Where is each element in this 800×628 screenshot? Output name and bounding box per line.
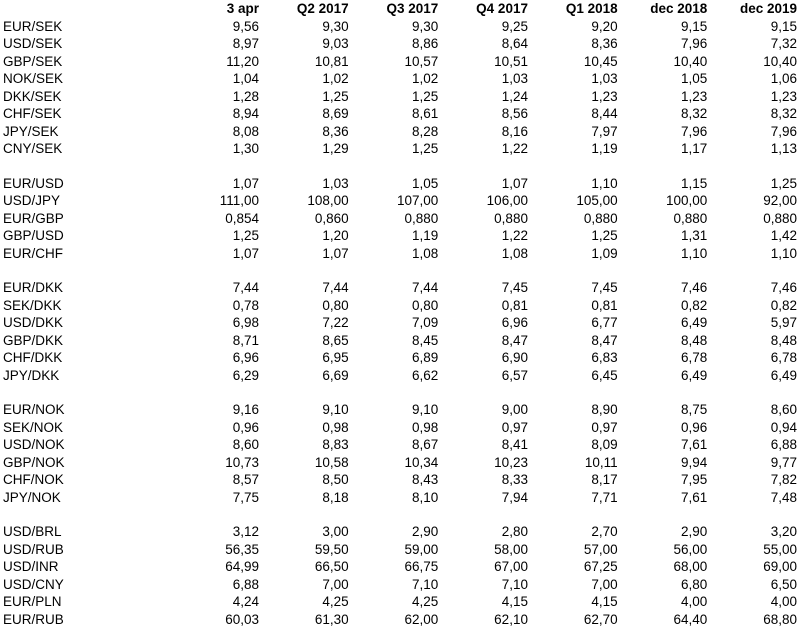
currency-pair-label: SEK/NOK xyxy=(0,419,158,437)
rate-cell: 100,00 xyxy=(621,192,711,210)
table-row xyxy=(0,175,800,193)
rate-cell: 57,00 xyxy=(531,541,621,559)
rate-cell: 0,96 xyxy=(621,419,711,437)
table-row xyxy=(0,436,800,454)
rate-cell: 8,36 xyxy=(262,123,352,141)
rate-cell: 9,15 xyxy=(710,18,800,36)
rate-cell: 9,16 xyxy=(158,401,262,419)
currency-pair-label: GBP/DKK xyxy=(0,332,158,350)
rate-cell: 4,15 xyxy=(441,593,531,611)
table-row xyxy=(0,279,800,297)
rate-cell: 1,28 xyxy=(158,88,262,106)
rate-cell: 56,00 xyxy=(621,541,711,559)
rate-cell: 7,46 xyxy=(710,279,800,297)
currency-pair-label: EUR/USD xyxy=(0,175,158,193)
table-row xyxy=(0,18,800,36)
table-row xyxy=(0,140,800,158)
rate-cell: 6,89 xyxy=(352,349,442,367)
rate-cell: 0,81 xyxy=(531,297,621,315)
table-row xyxy=(0,297,800,315)
rate-cell: 1,08 xyxy=(441,245,531,263)
rate-cell: 7,00 xyxy=(531,576,621,594)
rate-cell: 9,56 xyxy=(158,18,262,36)
rate-cell: 1,02 xyxy=(352,70,442,88)
rate-cell: 68,80 xyxy=(710,611,800,628)
rate-cell: 6,83 xyxy=(531,349,621,367)
rate-cell: 10,58 xyxy=(262,454,352,472)
table-row xyxy=(0,105,800,123)
rate-cell: 1,08 xyxy=(352,245,442,263)
rate-cell: 9,25 xyxy=(441,18,531,36)
table-row xyxy=(0,611,800,628)
rate-cell: 8,50 xyxy=(262,471,352,489)
rate-cell: 1,19 xyxy=(531,140,621,158)
rate-cell: 4,00 xyxy=(621,593,711,611)
table-row xyxy=(0,558,800,576)
rate-cell: 1,17 xyxy=(621,140,711,158)
rate-cell: 0,97 xyxy=(531,419,621,437)
rate-cell: 8,61 xyxy=(352,105,442,123)
rate-cell: 3,12 xyxy=(158,523,262,541)
rate-cell: 10,40 xyxy=(621,53,711,71)
rate-cell: 1,24 xyxy=(441,88,531,106)
rate-cell: 1,22 xyxy=(441,227,531,245)
rate-cell: 1,23 xyxy=(621,88,711,106)
rate-cell: 2,90 xyxy=(352,523,442,541)
rate-cell: 8,69 xyxy=(262,105,352,123)
rate-cell: 9,15 xyxy=(621,18,711,36)
rate-cell: 1,25 xyxy=(158,227,262,245)
rate-cell: 1,22 xyxy=(441,140,531,158)
rate-cell: 8,75 xyxy=(621,401,711,419)
table-row xyxy=(0,489,800,507)
currency-pair-label: NOK/SEK xyxy=(0,70,158,88)
rate-cell: 64,99 xyxy=(158,558,262,576)
rate-cell: 6,96 xyxy=(158,349,262,367)
rate-cell: 8,67 xyxy=(352,436,442,454)
table-row xyxy=(0,332,800,350)
rate-cell: 2,80 xyxy=(441,523,531,541)
table-row xyxy=(0,454,800,472)
rate-cell: 1,31 xyxy=(621,227,711,245)
rate-cell: 1,15 xyxy=(621,175,711,193)
rate-cell: 0,880 xyxy=(352,210,442,228)
group-spacer xyxy=(0,506,800,523)
group-spacer xyxy=(0,262,800,279)
rate-cell: 10,51 xyxy=(441,53,531,71)
rate-cell: 1,04 xyxy=(158,70,262,88)
header-cell-q2-2017: Q2 2017 xyxy=(262,0,352,18)
currency-pair-label: EUR/NOK xyxy=(0,401,158,419)
table-row xyxy=(0,227,800,245)
currency-pair-label: CNY/SEK xyxy=(0,140,158,158)
rate-cell: 6,62 xyxy=(352,367,442,385)
currency-pair-label: DKK/SEK xyxy=(0,88,158,106)
rate-cell: 1,25 xyxy=(531,227,621,245)
rate-cell: 69,00 xyxy=(710,558,800,576)
rate-cell: 8,71 xyxy=(158,332,262,350)
rate-cell: 6,50 xyxy=(710,576,800,594)
rate-cell: 6,80 xyxy=(621,576,711,594)
rate-cell: 1,42 xyxy=(710,227,800,245)
rate-cell: 6,45 xyxy=(531,367,621,385)
rate-cell: 7,82 xyxy=(710,471,800,489)
rate-cell: 1,05 xyxy=(352,175,442,193)
rate-cell: 0,80 xyxy=(352,297,442,315)
rate-cell: 10,45 xyxy=(531,53,621,71)
rate-cell: 7,10 xyxy=(441,576,531,594)
group-spacer xyxy=(0,384,800,401)
rate-cell: 10,81 xyxy=(262,53,352,71)
rate-cell: 6,49 xyxy=(710,367,800,385)
rate-cell: 9,10 xyxy=(352,401,442,419)
rate-cell: 1,25 xyxy=(710,175,800,193)
currency-pair-label: JPY/DKK xyxy=(0,367,158,385)
currency-pair-label: CHF/DKK xyxy=(0,349,158,367)
rate-cell: 1,25 xyxy=(262,88,352,106)
rate-cell: 7,09 xyxy=(352,314,442,332)
currency-pair-label: EUR/CHF xyxy=(0,245,158,263)
rate-cell: 0,81 xyxy=(441,297,531,315)
rate-cell: 62,10 xyxy=(441,611,531,628)
table-row xyxy=(0,70,800,88)
rate-cell: 66,50 xyxy=(262,558,352,576)
rate-cell: 6,69 xyxy=(262,367,352,385)
rate-cell: 0,82 xyxy=(621,297,711,315)
rate-cell: 7,97 xyxy=(531,123,621,141)
rate-cell: 67,25 xyxy=(531,558,621,576)
rate-cell: 58,00 xyxy=(441,541,531,559)
rate-cell: 7,44 xyxy=(352,279,442,297)
rate-cell: 1,06 xyxy=(710,70,800,88)
rate-cell: 9,30 xyxy=(262,18,352,36)
currency-pair-label: EUR/RUB xyxy=(0,611,158,628)
rate-cell: 0,854 xyxy=(158,210,262,228)
rate-cell: 7,10 xyxy=(352,576,442,594)
rate-cell: 0,96 xyxy=(158,419,262,437)
rate-cell: 1,13 xyxy=(710,140,800,158)
currency-pair-label: USD/SEK xyxy=(0,35,158,53)
rate-cell: 8,33 xyxy=(441,471,531,489)
rate-cell: 8,56 xyxy=(441,105,531,123)
rate-cell: 4,00 xyxy=(710,593,800,611)
spacer-cell xyxy=(0,384,800,401)
rate-cell: 4,25 xyxy=(262,593,352,611)
rate-cell: 0,880 xyxy=(441,210,531,228)
table-row xyxy=(0,541,800,559)
table-row xyxy=(0,210,800,228)
rate-cell: 8,94 xyxy=(158,105,262,123)
rate-cell: 3,20 xyxy=(710,523,800,541)
rate-cell: 0,94 xyxy=(710,419,800,437)
rate-cell: 8,28 xyxy=(352,123,442,141)
table-row xyxy=(0,523,800,541)
rate-cell: 66,75 xyxy=(352,558,442,576)
rate-cell: 7,71 xyxy=(531,489,621,507)
rate-cell: 8,18 xyxy=(262,489,352,507)
rate-cell: 8,64 xyxy=(441,35,531,53)
currency-pair-label: USD/RUB xyxy=(0,541,158,559)
rate-cell: 10,23 xyxy=(441,454,531,472)
rate-cell: 60,03 xyxy=(158,611,262,628)
rate-cell: 6,96 xyxy=(441,314,531,332)
rate-cell: 1,07 xyxy=(262,245,352,263)
header-row xyxy=(0,0,800,18)
rate-cell: 1,10 xyxy=(531,175,621,193)
rate-cell: 2,90 xyxy=(621,523,711,541)
rate-cell: 3,00 xyxy=(262,523,352,541)
header-cell-3-apr: 3 apr xyxy=(158,0,262,18)
rate-cell: 1,23 xyxy=(531,88,621,106)
spacer-cell xyxy=(0,158,800,175)
rate-cell: 6,88 xyxy=(158,576,262,594)
rate-cell: 1,29 xyxy=(262,140,352,158)
currency-pair-label: GBP/NOK xyxy=(0,454,158,472)
rate-cell: 8,48 xyxy=(710,332,800,350)
rate-cell: 6,57 xyxy=(441,367,531,385)
rate-cell: 2,70 xyxy=(531,523,621,541)
table-row xyxy=(0,401,800,419)
currency-pair-label: CHF/NOK xyxy=(0,471,158,489)
rate-cell: 8,32 xyxy=(710,105,800,123)
rate-cell: 9,03 xyxy=(262,35,352,53)
rate-cell: 9,94 xyxy=(621,454,711,472)
table-row xyxy=(0,576,800,594)
currency-pair-label: USD/BRL xyxy=(0,523,158,541)
rate-cell: 92,00 xyxy=(710,192,800,210)
rate-cell: 111,00 xyxy=(158,192,262,210)
rate-cell: 10,11 xyxy=(531,454,621,472)
currency-pair-label: USD/NOK xyxy=(0,436,158,454)
rate-cell: 7,48 xyxy=(710,489,800,507)
rate-cell: 107,00 xyxy=(352,192,442,210)
rate-cell: 8,48 xyxy=(621,332,711,350)
rate-cell: 8,41 xyxy=(441,436,531,454)
currency-pair-label: GBP/USD xyxy=(0,227,158,245)
rate-cell: 0,98 xyxy=(262,419,352,437)
currency-pair-label: SEK/DKK xyxy=(0,297,158,315)
rate-cell: 6,77 xyxy=(531,314,621,332)
table-row xyxy=(0,88,800,106)
rate-cell: 6,98 xyxy=(158,314,262,332)
rate-cell: 1,03 xyxy=(531,70,621,88)
rate-cell: 1,10 xyxy=(710,245,800,263)
rate-cell: 8,16 xyxy=(441,123,531,141)
table-row xyxy=(0,192,800,210)
rate-cell: 8,86 xyxy=(352,35,442,53)
rate-cell: 7,61 xyxy=(621,436,711,454)
currency-pair-label: JPY/SEK xyxy=(0,123,158,141)
rate-cell: 8,45 xyxy=(352,332,442,350)
table-row xyxy=(0,419,800,437)
header-cell-q4-2017: Q4 2017 xyxy=(441,0,531,18)
rate-cell: 0,880 xyxy=(710,210,800,228)
rate-cell: 7,94 xyxy=(441,489,531,507)
currency-pair-label: EUR/GBP xyxy=(0,210,158,228)
rate-cell: 1,23 xyxy=(710,88,800,106)
rate-cell: 8,43 xyxy=(352,471,442,489)
rate-cell: 55,00 xyxy=(710,541,800,559)
rate-cell: 6,90 xyxy=(441,349,531,367)
rate-cell: 9,10 xyxy=(262,401,352,419)
rate-cell: 1,30 xyxy=(158,140,262,158)
table-row xyxy=(0,593,800,611)
rate-cell: 8,10 xyxy=(352,489,442,507)
rate-cell: 6,95 xyxy=(262,349,352,367)
rate-cell: 1,07 xyxy=(158,175,262,193)
rate-cell: 0,78 xyxy=(158,297,262,315)
rate-cell: 1,25 xyxy=(352,88,442,106)
rate-cell: 7,96 xyxy=(621,123,711,141)
currency-pair-label: EUR/SEK xyxy=(0,18,158,36)
currency-pair-label: USD/DKK xyxy=(0,314,158,332)
rate-cell: 9,30 xyxy=(352,18,442,36)
rate-cell: 64,40 xyxy=(621,611,711,628)
rate-cell: 7,46 xyxy=(621,279,711,297)
rate-cell: 1,20 xyxy=(262,227,352,245)
rate-cell: 7,96 xyxy=(621,35,711,53)
header-cell-q3-2017: Q3 2017 xyxy=(352,0,442,18)
rate-cell: 7,75 xyxy=(158,489,262,507)
rate-cell: 8,65 xyxy=(262,332,352,350)
rate-cell: 8,60 xyxy=(158,436,262,454)
table-row xyxy=(0,349,800,367)
spacer-cell xyxy=(0,262,800,279)
rate-cell: 7,44 xyxy=(262,279,352,297)
rate-cell: 6,78 xyxy=(621,349,711,367)
rate-cell: 1,07 xyxy=(441,175,531,193)
rate-cell: 0,80 xyxy=(262,297,352,315)
rate-cell: 108,00 xyxy=(262,192,352,210)
rate-cell: 7,96 xyxy=(710,123,800,141)
table-row xyxy=(0,314,800,332)
rate-cell: 7,45 xyxy=(441,279,531,297)
table-row xyxy=(0,123,800,141)
currency-pair-label: GBP/SEK xyxy=(0,53,158,71)
rate-cell: 10,34 xyxy=(352,454,442,472)
rate-cell: 105,00 xyxy=(531,192,621,210)
rate-cell: 8,09 xyxy=(531,436,621,454)
spacer-cell xyxy=(0,506,800,523)
rate-cell: 56,35 xyxy=(158,541,262,559)
rate-cell: 8,90 xyxy=(531,401,621,419)
rate-cell: 1,19 xyxy=(352,227,442,245)
header-cell-pair xyxy=(0,0,158,18)
rate-cell: 7,45 xyxy=(531,279,621,297)
table-row xyxy=(0,471,800,489)
rate-cell: 7,44 xyxy=(158,279,262,297)
rate-cell: 1,03 xyxy=(262,175,352,193)
currency-pair-label: CHF/SEK xyxy=(0,105,158,123)
rate-cell: 6,29 xyxy=(158,367,262,385)
table-body xyxy=(0,18,800,628)
rate-cell: 11,20 xyxy=(158,53,262,71)
table-row xyxy=(0,245,800,263)
rate-cell: 9,00 xyxy=(441,401,531,419)
table-row xyxy=(0,367,800,385)
rate-cell: 10,57 xyxy=(352,53,442,71)
header-cell-q1-2018: Q1 2018 xyxy=(531,0,621,18)
rate-cell: 8,44 xyxy=(531,105,621,123)
rate-cell: 62,00 xyxy=(352,611,442,628)
rate-cell: 8,47 xyxy=(531,332,621,350)
rate-cell: 8,83 xyxy=(262,436,352,454)
rate-cell: 1,03 xyxy=(441,70,531,88)
rate-cell: 6,78 xyxy=(710,349,800,367)
rate-cell: 0,880 xyxy=(531,210,621,228)
rate-cell: 7,61 xyxy=(621,489,711,507)
rate-cell: 4,15 xyxy=(531,593,621,611)
rate-cell: 1,25 xyxy=(352,140,442,158)
currency-pair-label: EUR/DKK xyxy=(0,279,158,297)
rate-cell: 59,50 xyxy=(262,541,352,559)
rate-cell: 6,88 xyxy=(710,436,800,454)
rate-cell: 8,60 xyxy=(710,401,800,419)
rate-cell: 59,00 xyxy=(352,541,442,559)
rate-cell: 7,22 xyxy=(262,314,352,332)
currency-pair-label: USD/CNY xyxy=(0,576,158,594)
rate-cell: 10,73 xyxy=(158,454,262,472)
rate-cell: 8,36 xyxy=(531,35,621,53)
rate-cell: 1,07 xyxy=(158,245,262,263)
header-cell-dec-2018: dec 2018 xyxy=(621,0,711,18)
header-cell-dec-2019: dec 2019 xyxy=(710,0,800,18)
rate-cell: 7,32 xyxy=(710,35,800,53)
rate-cell: 1,10 xyxy=(621,245,711,263)
rate-cell: 7,00 xyxy=(262,576,352,594)
rate-cell: 6,49 xyxy=(621,314,711,332)
currency-pair-label: USD/INR xyxy=(0,558,158,576)
currency-pair-label: USD/JPY xyxy=(0,192,158,210)
rate-cell: 9,77 xyxy=(710,454,800,472)
rate-cell: 0,82 xyxy=(710,297,800,315)
rate-cell: 0,880 xyxy=(621,210,711,228)
rate-cell: 8,57 xyxy=(158,471,262,489)
rate-cell: 1,05 xyxy=(621,70,711,88)
rate-cell: 8,32 xyxy=(621,105,711,123)
rate-cell: 106,00 xyxy=(441,192,531,210)
group-spacer xyxy=(0,158,800,175)
rate-cell: 0,97 xyxy=(441,419,531,437)
rate-cell: 8,97 xyxy=(158,35,262,53)
rate-cell: 0,98 xyxy=(352,419,442,437)
currency-pair-label: JPY/NOK xyxy=(0,489,158,507)
rate-cell: 8,47 xyxy=(441,332,531,350)
rate-cell: 67,00 xyxy=(441,558,531,576)
table-row xyxy=(0,35,800,53)
rate-cell: 4,24 xyxy=(158,593,262,611)
rate-cell: 1,09 xyxy=(531,245,621,263)
rate-cell: 8,08 xyxy=(158,123,262,141)
rate-cell: 9,20 xyxy=(531,18,621,36)
currency-pair-label: EUR/PLN xyxy=(0,593,158,611)
table-row xyxy=(0,53,800,71)
rate-cell: 61,30 xyxy=(262,611,352,628)
rate-cell: 68,00 xyxy=(621,558,711,576)
rate-cell: 7,95 xyxy=(621,471,711,489)
rate-cell: 4,25 xyxy=(352,593,442,611)
rate-cell: 6,49 xyxy=(621,367,711,385)
rate-cell: 1,02 xyxy=(262,70,352,88)
rate-cell: 8,17 xyxy=(531,471,621,489)
rate-cell: 10,40 xyxy=(710,53,800,71)
rate-cell: 5,97 xyxy=(710,314,800,332)
rate-cell: 0,860 xyxy=(262,210,352,228)
rate-cell: 62,70 xyxy=(531,611,621,628)
